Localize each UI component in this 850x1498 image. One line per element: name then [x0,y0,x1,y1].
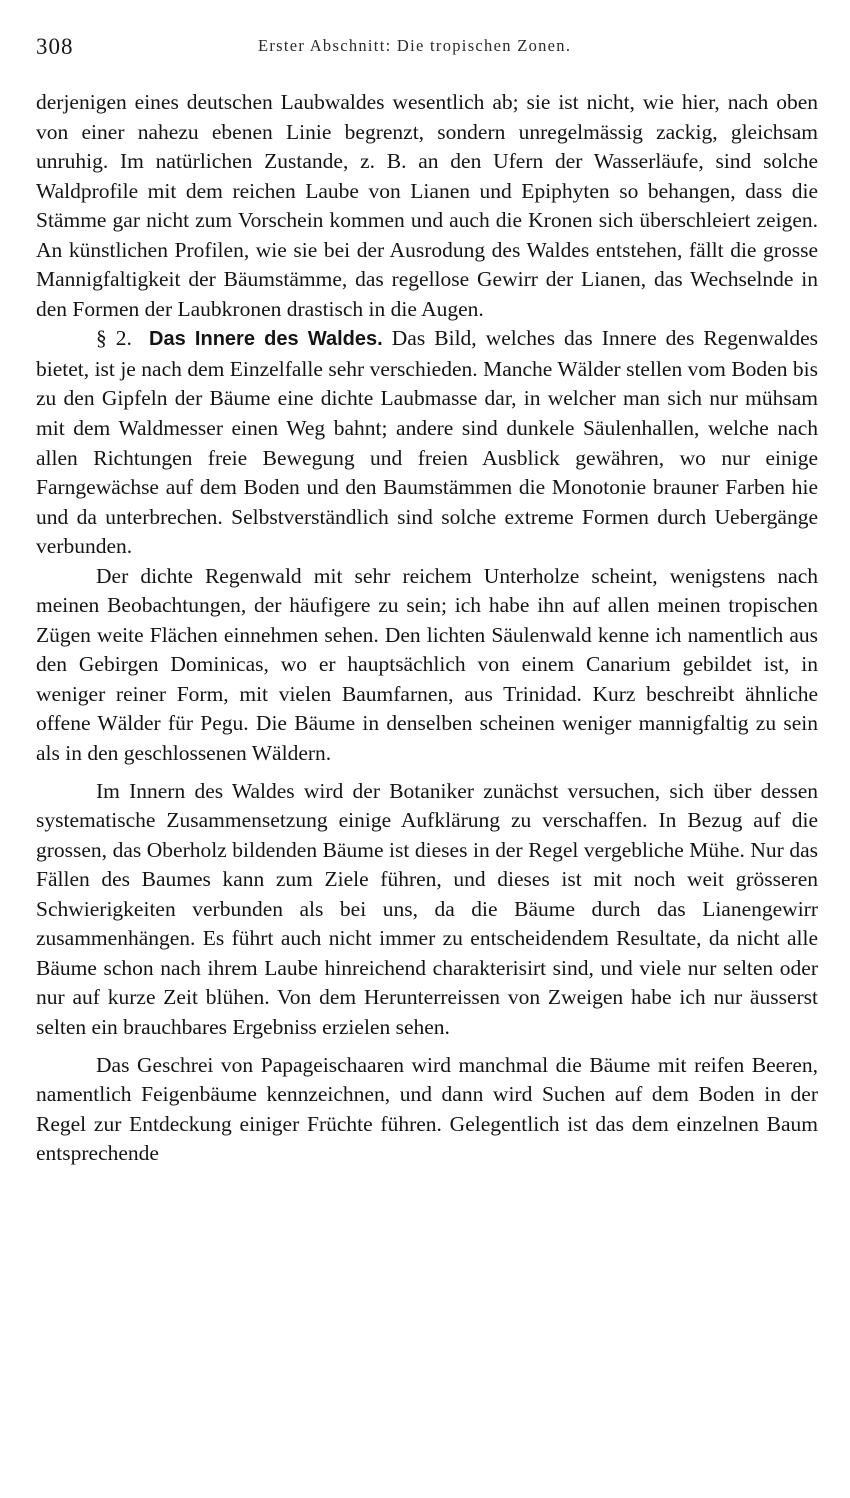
section-mark: § 2. [96,326,132,351]
running-head [36,34,818,64]
paragraph-text: Der dichte Regenwald mit sehr reichem Unterholze scheint, wenigstens nach meinen Beobachtungen, der häufigere zu sein; ich habe ihn auf allen meinen tropischen Zügen weite Flächen einnehmen sehen. Den lichten Säulenwald kenne ich namentlich aus den Gebirgen Dominicas, wo er hauptsächlich von einem Canarium gebildet ist, in weniger reiner Form, mit vielen Baumfarnen, aus Trinidad. Kurz beschreibt ähnliche offene Wälder für Pegu. Die Bäume in denselben scheinen weniger mannigfaltig zu sein als in den geschlossenen Wäldern. [36,563,818,766]
running-title: Erster Abschnitt: Die tropischen Zonen. [258,36,572,55]
section-heading: Das Innere des Waldes. [149,328,383,351]
paragraph-text: Im Innern des Waldes wird der Botaniker zunächst versuchen, sich über dessen systematische Zusammensetzung einige Aufklärung zu verschaffen. In Bezug auf die grossen, das Oberholz bildenden Bäume ist dieses in der Regel vergebliche Mühe. Nur das Fällen des Baumes kann zum Ziele führen, und dieses ist mit noch weit grösseren Schwierigkeiten verbunden als bei uns, da die Bäume durch das Lianengewirr zusammenhängen. Es führt auch nicht immer zu entscheidendem Resultate, da nicht alle Bäume schon nach ihrem Laube hinreichend charakterisirt sind, und viele nur selten oder nur auf kurze Zeit blühen. Von dem Herunterreissen von Zweigen habe ich nur äusserst selten ein brauchbares Ergebniss erzielen sehen. [36,778,818,1039]
paragraph-text: Das Bild, welches das Innere des Regenwaldes bietet, ist je nach dem Einzelfalle sehr verschieden. Manche Wälder stellen vom Boden bis zu den Gipfeln der Bäume eine dichte Laubmasse dar, in welcher man sich nur mühsam mit dem Waldmesser einen Weg bahnt; andere sind dunkele Säulenhallen, welche nach allen Richtungen freie Bewegung und freien Ausblick gewähren, wo nur einige Farngewächse auf dem Boden und den Baumstämmen die Monotonie brauner Farben hie und da unterbrechen. Selbstverständlich sind solche extreme Formen durch Uebergänge verbunden. [36,326,819,559]
body-text [36,88,818,1169]
paragraph-profile-continuation [36,88,818,324]
paragraph-parrot-flocks [36,1051,818,1169]
page-number: 308 [36,34,74,59]
paragraph-forest-interior [36,777,818,1043]
paragraph-text: derjenigen eines deutschen Laubwaldes wesentlich ab; sie ist nicht, wie hier, nach oben von einer nahezu ebenen Linie begrenzt, sondern unregelmässig zackig, gleichsam unruhig. Im natürlichen Zustande, z. B. an den Ufern der Wasserläufe, sind solche Waldprofile mit dem reichen Laube von Lianen und Epiphyten so behangen, dass die Stämme gar nicht zum Vorschein kommen und auch die Kronen sich überschleiert zeigen. An künstlichen Profilen, wie sie bei der Ausrodung des Waldes entstehen, fällt die grosse Mannigfaltigkeit der Bäumstämme, das regellose Gewirr der Lianen, das Wechselnde in den Formen der Laubkronen drastisch in die Augen. [36,90,818,321]
paragraph-dense-rainforest [36,562,818,769]
paragraph-section-2 [36,324,818,561]
paragraph-text: Das Geschrei von Papageischaaren wird manchmal die Bäume mit reifen Beeren, namentlich Feigenbäume kennzeichnen, und dann wird Suchen auf dem Boden in der Regel zur Entdeckung einiger Früchte führen. Gelegentlich ist das dem einzelnen Baum entsprechende [36,1052,818,1166]
